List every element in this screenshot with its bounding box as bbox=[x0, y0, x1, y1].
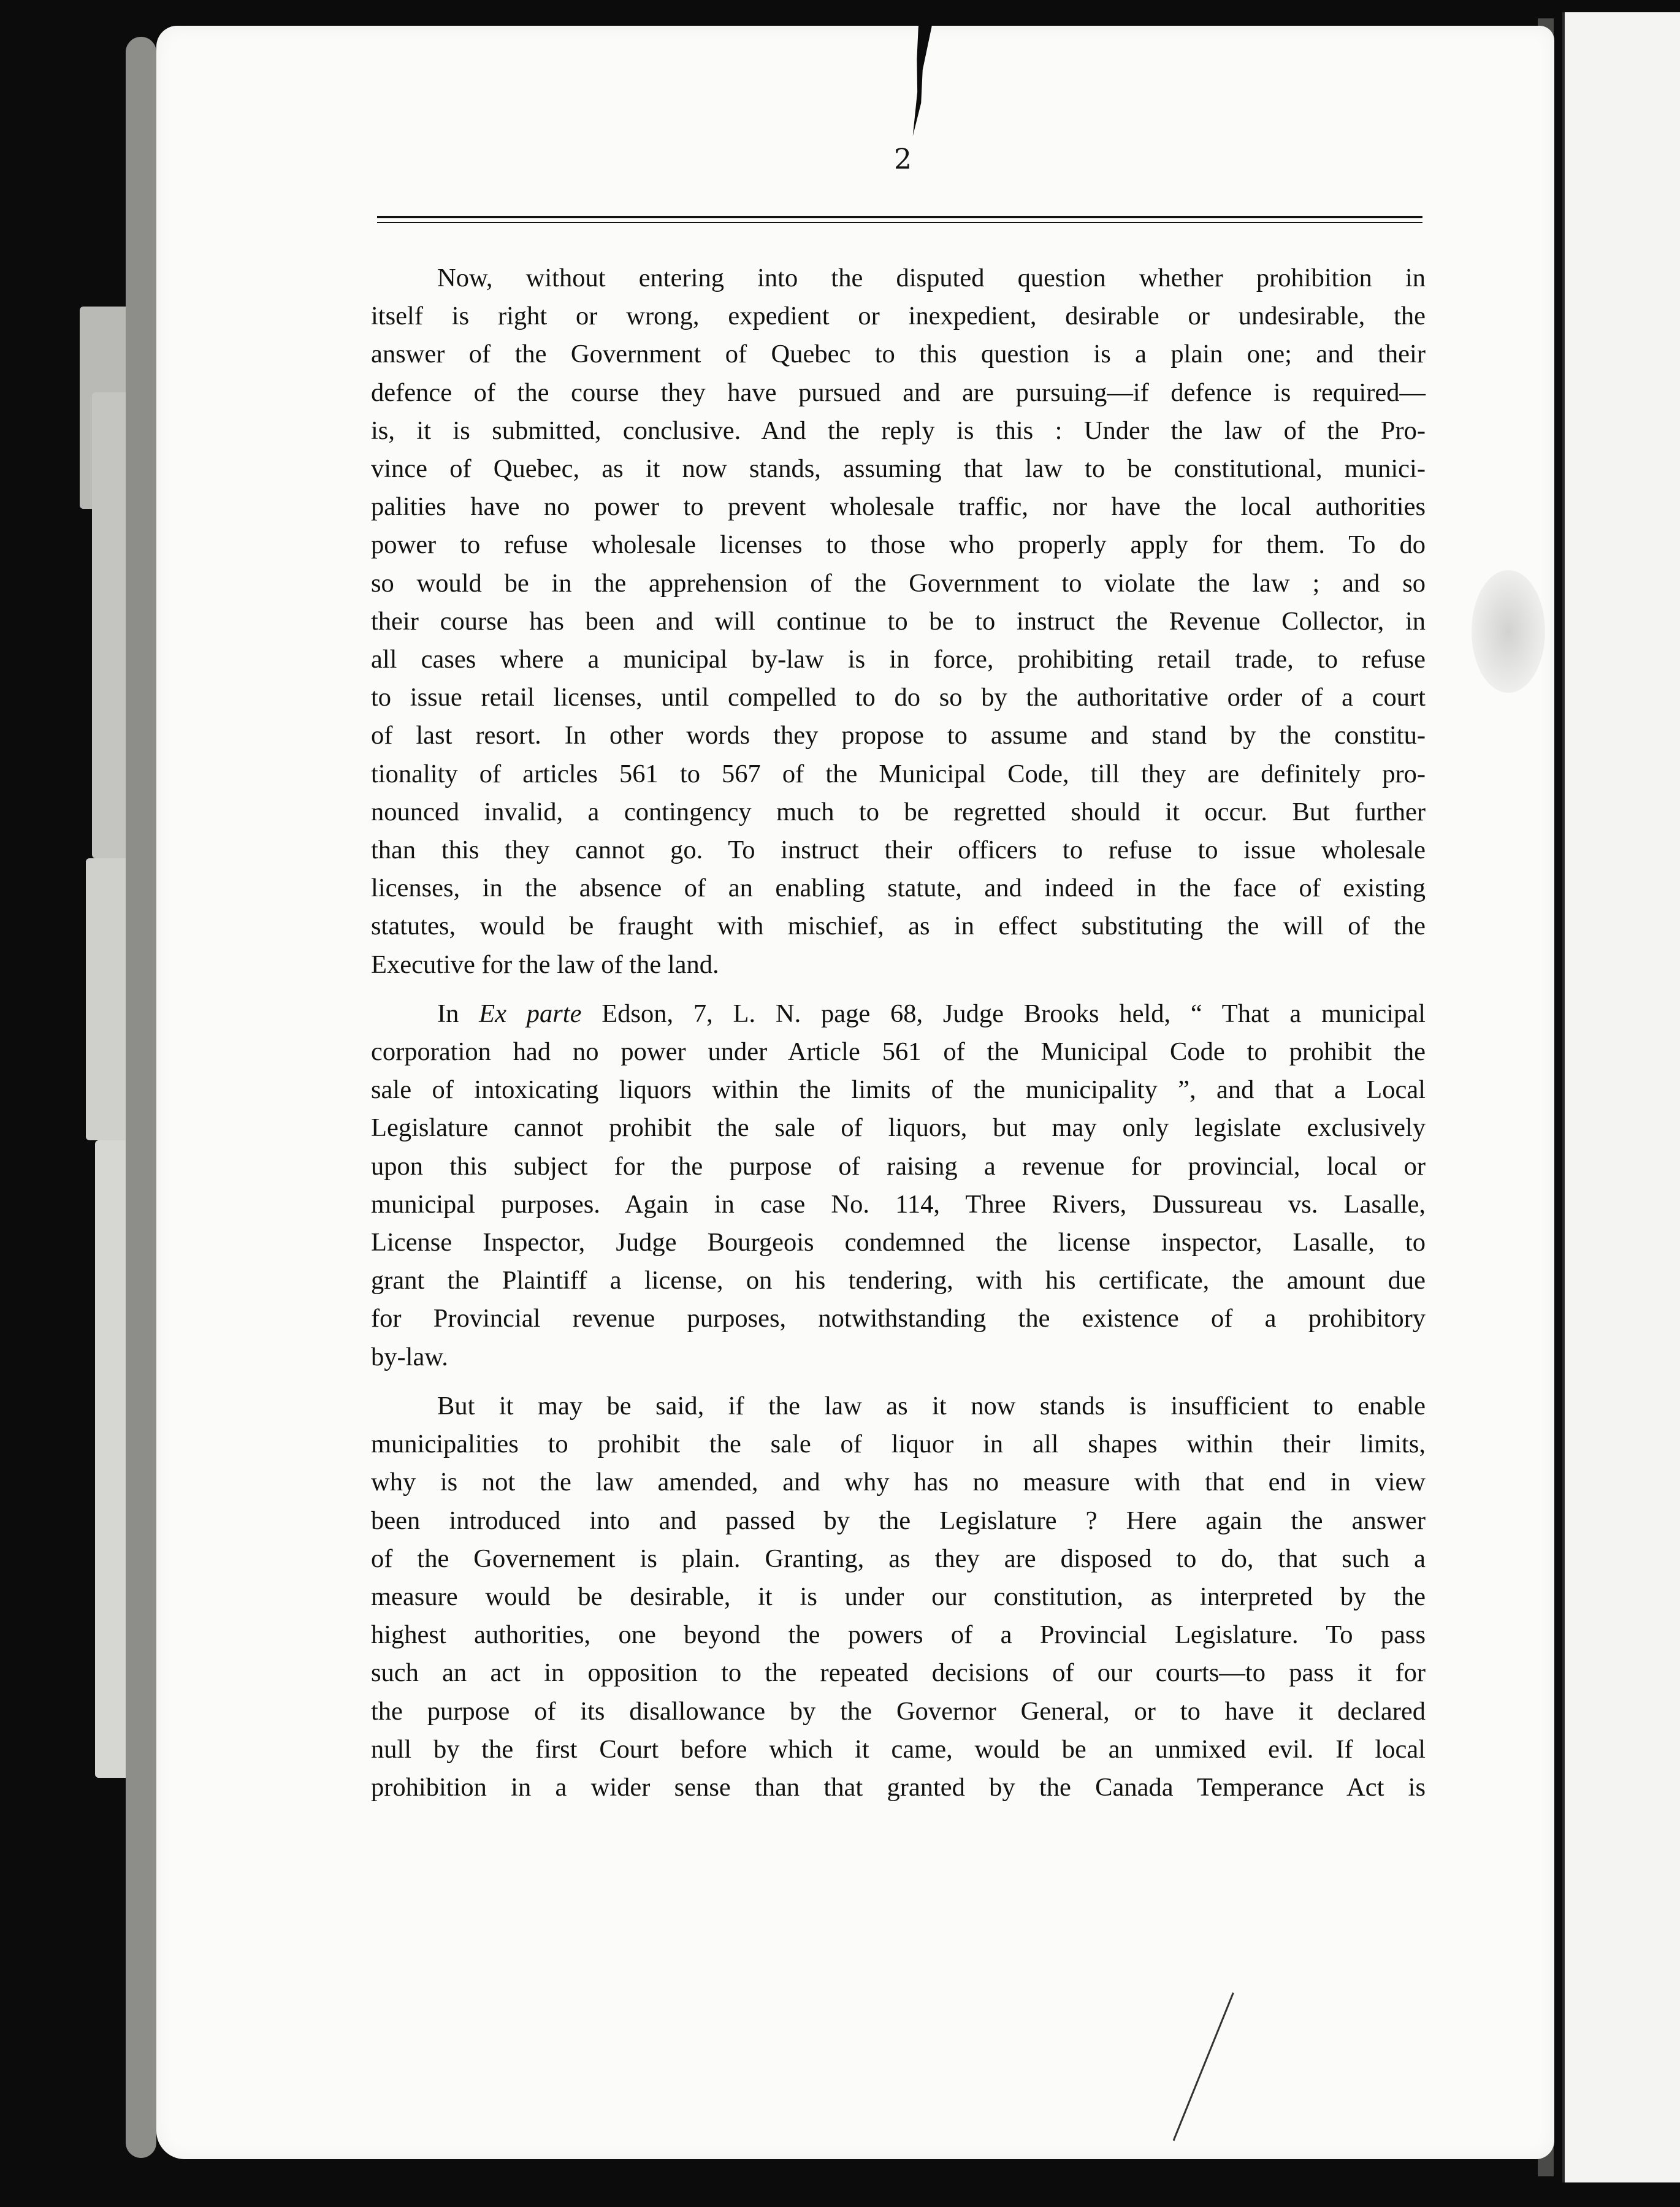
text-line bbox=[371, 995, 1426, 1033]
text-line: to issue retail licenses, until compelled to do so by the authoritative order of a court bbox=[371, 683, 1426, 712]
text-line: why is not the law amended, and why has no measure with that end in view bbox=[371, 1468, 1426, 1497]
body-text bbox=[371, 259, 1426, 1818]
text-line: upon this subject for the purpose of raising a revenue for provincial, local or bbox=[371, 1151, 1426, 1181]
text-line: municipalities to prohibit the sale of liquor in all shapes within their limits, bbox=[371, 1430, 1426, 1459]
text-line: so would be in the apprehension of the Government to violate the law ; and so bbox=[371, 568, 1426, 598]
text-line: licenses, in the absence of an enabling statute, and indeed in the face of existing bbox=[371, 874, 1426, 903]
text-line: itself is right or wrong, expedient or inexpedient, desirable or undesirable, the bbox=[371, 302, 1426, 331]
text-line: But it may be said, if the law as it now stands is insufficient to enable bbox=[437, 1391, 1426, 1420]
text-line: Executive for the law of the land. bbox=[371, 950, 719, 979]
paragraph bbox=[371, 259, 1426, 984]
text-line: answer of the Government of Quebec to this question is a plain one; and their bbox=[371, 340, 1426, 369]
text-line: municipal purposes. Again in case No. 114, Three Rivers, Dussureau vs. Lasalle, bbox=[371, 1189, 1426, 1219]
text-line: prohibition in a wider sense than that granted by the Canada Temperance Act is bbox=[371, 1772, 1426, 1802]
text-line: such an act in opposition to the repeated decisions of our courts—to pass it for bbox=[371, 1658, 1426, 1688]
text-line: of last resort. In other words they propose to assume and stand by the constitu- bbox=[371, 721, 1426, 750]
text-line: sale of intoxicating liquors within the limits of the municipality ”, and that a Local bbox=[371, 1075, 1426, 1105]
text-line: power to refuse wholesale licenses to those who properly apply for them. To do bbox=[371, 530, 1426, 560]
text-line: tionality of articles 561 to 567 of the Municipal Code, till they are definitely pro- bbox=[371, 759, 1426, 788]
text-line: for Provincial revenue purposes, notwithstanding the existence of a prohibitory bbox=[371, 1304, 1426, 1333]
text-line: the purpose of its disallowance by the Governor General, or to have it declared bbox=[371, 1696, 1426, 1726]
text-line: vince of Quebec, as it now stands, assuming that law to be constitutional, munici- bbox=[371, 454, 1426, 484]
torn-page-fragment bbox=[126, 37, 156, 2158]
page-number: 2 bbox=[893, 142, 912, 175]
text-line: corporation had no power under Article 561 of the Municipal Code to prohibit the bbox=[371, 1037, 1426, 1067]
text-line: measure would be desirable, it is under our constitution, as interpreted by the bbox=[371, 1582, 1426, 1611]
text-line: grant the Plaintiff a license, on his tendering, with his certificate, the amount due bbox=[371, 1266, 1426, 1295]
text-line: defence of the course they have pursued and are pursuing—if defence is required— bbox=[371, 378, 1426, 407]
header-rule bbox=[377, 216, 1422, 218]
paragraph bbox=[371, 1387, 1426, 1807]
text-line: null by the first Court before which it came, would be an unmixed evil. If local bbox=[371, 1734, 1426, 1764]
text-line: License Inspector, Judge Bourgeois condemned the license inspector, Lasalle, to bbox=[371, 1228, 1426, 1257]
text-line: highest authorities, one beyond the powers of a Provincial Legislature. To pass bbox=[371, 1620, 1426, 1650]
text-run: Edson, 7, L. N. page 68, Judge Brooks held, “ That a municipal bbox=[581, 999, 1426, 1028]
adjacent-page-edge bbox=[1562, 12, 1680, 2182]
text-line: palities have no power to prevent wholesale traffic, nor have the local authorities bbox=[371, 492, 1426, 522]
text-line: all cases where a municipal by-law is in force, prohibiting retail trade, to refuse bbox=[371, 645, 1426, 674]
text-line: is, it is submitted, conclusive. And the reply is this : Under the law of the Pro- bbox=[371, 416, 1426, 445]
text-line: Legislature cannot prohibit the sale of liquors, but may only legislate exclusively bbox=[371, 1113, 1426, 1143]
text-line: statutes, would be fraught with mischief, as in effect substituting the will of the bbox=[371, 912, 1426, 941]
text-line: their course has been and will continue to be to instruct the Revenue Collector, in bbox=[371, 606, 1426, 636]
paragraph bbox=[371, 995, 1426, 1376]
text-line: nounced invalid, a contingency much to be regretted should it occur. But further bbox=[371, 797, 1426, 826]
text-run: In bbox=[437, 999, 479, 1028]
text-line: by-law. bbox=[371, 1342, 448, 1371]
scan-smudge bbox=[1472, 570, 1545, 693]
text-line: of the Governement is plain. Granting, as they are disposed to do, that such a bbox=[371, 1544, 1426, 1573]
text-line: been introduced into and passed by the Legislature ? Here again the answer bbox=[371, 1506, 1426, 1535]
text-line: Now, without entering into the disputed question whether prohibition in bbox=[437, 264, 1426, 292]
latin-term: Ex parte bbox=[479, 999, 582, 1028]
text-line: than this they cannot go. To instruct their officers to refuse to issue wholesale bbox=[371, 836, 1426, 865]
